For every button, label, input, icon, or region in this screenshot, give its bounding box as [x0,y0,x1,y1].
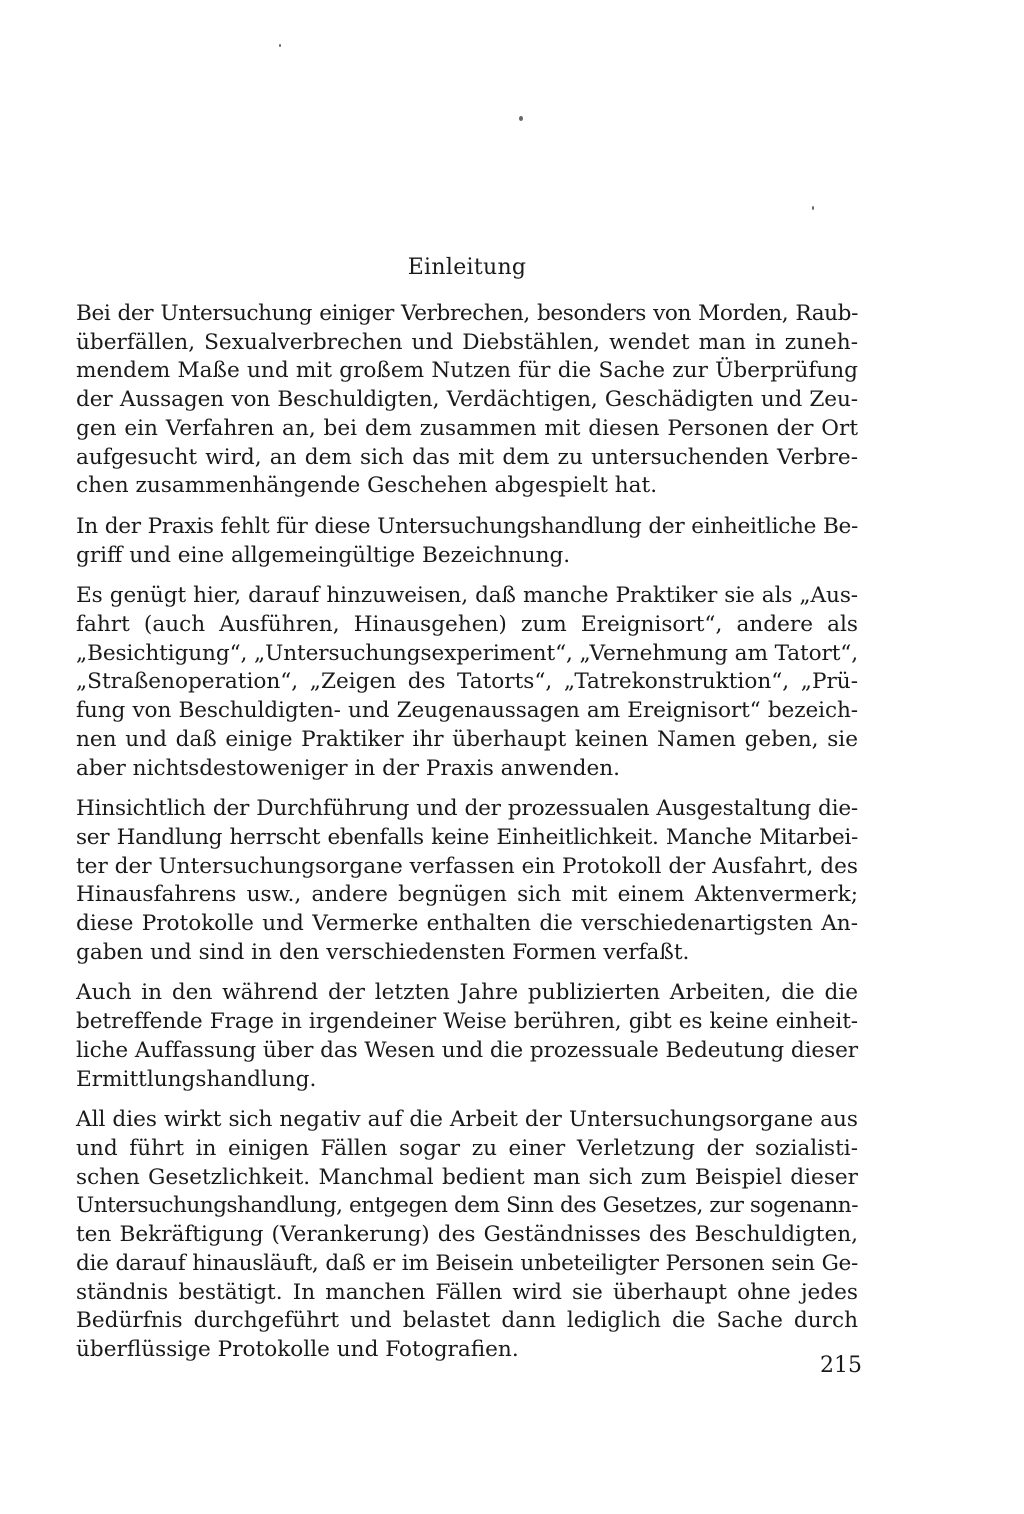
text-line: Bei der Untersuchung einiger Verbrechen, besonders von Morden, Raub- [76,301,858,326]
paragraph [76,979,858,1094]
text-line: Untersuchungshandlung, entgegen dem Sinn des Gesetzes, zur sogenann- [76,1193,858,1219]
text-line: Hinausfahrens usw., andere begnügen sich mit einem Aktenvermerk; [76,882,858,908]
text-line: gaben und sind in den verschiedensten Formen verfaßt. [76,939,690,965]
text-line: Auch in den während der letzten Jahre publizierten Arbeiten, die die [76,980,858,1006]
print-speck [519,116,523,121]
chapter-heading: Einleitung [407,255,527,280]
text-line: Ermittlungshandlung. [76,1066,317,1092]
text-line: betreffende Frage in irgendeiner Weise berühren, gibt es keine einheit- [76,1009,858,1035]
text-line: der Aussagen von Beschuldigten, Verdächtigen, Geschädigten und Zeu- [76,387,858,413]
print-speck [812,206,814,210]
text-line: diese Protokolle und Vermerke enthalten die verschiedenartigsten An- [76,911,858,937]
text-line: nen und daß einige Praktiker ihr überhaupt keinen Namen geben, sie [76,726,858,752]
text-line: und führt in einigen Fällen sogar zu einer Verletzung der sozialisti- [76,1135,858,1161]
text-line: ständnis bestätigt. In manchen Fällen wird sie überhaupt ohne jedes [76,1279,858,1305]
page-number: 215 [820,1353,862,1378]
text-line: Es genügt hier, darauf hinzuweisen, daß manche Praktiker sie als „Aus- [76,583,858,609]
text-line: chen zusammenhängende Geschehen abgespielt hat. [76,473,658,499]
paragraph [76,582,858,783]
text-line: ter der Untersuchungsorgane verfassen ein Protokoll der Ausfahrt, des [76,853,858,879]
text-line: überflüssige Protokolle und Fotografien. [76,1336,519,1362]
text-line: überfällen, Sexualverbrechen und Diebstählen, wendet man in zuneh- [76,329,858,355]
paragraph [76,1106,858,1364]
text-line: fahrt (auch Ausführen, Hinausgehen) zum Ereignisort“, andere als [76,612,858,638]
text-line: Hinsichtlich der Durchführung und der prozessualen Ausgestaltung die- [76,796,858,822]
text-line: die darauf hinausläuft, daß er im Beisein unbeteiligter Personen sein Ge- [76,1250,858,1276]
text-line: aber nichtsdestoweniger in der Praxis anwenden. [76,755,621,781]
text-line: gen ein Verfahren an, bei dem zusammen mit diesen Personen der Ort [76,415,858,441]
paragraph [76,795,858,967]
text-line: mendem Maße und mit großem Nutzen für die Sache zur Überprüfung [76,358,858,384]
text-line: ten Bekräftigung (Verankerung) des Geständnisses des Beschuldigten, [76,1222,858,1248]
text-line: schen Gesetzlichkeit. Manchmal bedient man sich zum Beispiel dieser [76,1164,858,1190]
paragraph [76,300,858,501]
body-text [76,300,858,1377]
text-line: Bedürfnis durchgeführt und belastet dann lediglich die Sache durch [76,1308,858,1334]
text-line: ser Handlung herrscht ebenfalls keine Einheitlichkeit. Manche Mitarbei- [76,824,858,850]
text-line: fung von Beschuldigten- und Zeugenaussagen am Ereignisort“ bezeich- [76,698,858,724]
text-line: griff und eine allgemeingültige Bezeichnung. [76,542,571,568]
text-line: aufgesucht wird, an dem sich das mit dem zu untersuchenden Verbre- [76,444,858,470]
text-line: liche Auffassung über das Wesen und die prozessuale Bedeutung dieser [76,1037,858,1063]
text-line: „Straßenoperation“, „Zeigen des Tatorts“, „Tatrekonstruktion“, „Prü- [76,669,858,695]
text-line: „Besichtigung“, „Untersuchungsexperiment“, „Vernehmung am Tatort“, [76,640,858,666]
text-line: All dies wirkt sich negativ auf die Arbeit der Untersuchungsorgane aus [76,1107,858,1133]
text-line: In der Praxis fehlt für diese Untersuchungshandlung der einheitliche Be- [76,513,858,539]
print-speck [279,44,281,47]
paragraph [76,513,858,570]
